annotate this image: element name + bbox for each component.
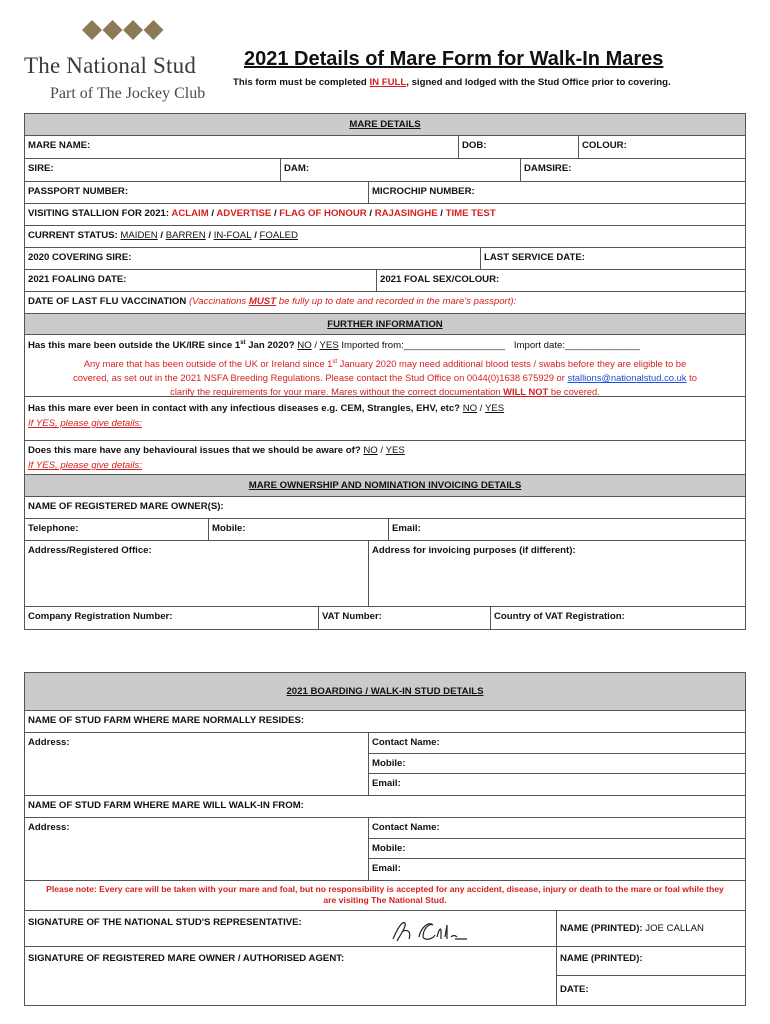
owner-name-date-group xyxy=(557,947,745,1005)
visiting-stallion-field: VISITING STALLION FOR 2021: ACLAIM / ADVERTISE / FLAG OF HONOUR / RAJASINGHE / TIME TEST xyxy=(28,208,496,219)
row-registration xyxy=(25,607,745,629)
notice-line-2 xyxy=(35,371,735,385)
outside-uk-block xyxy=(25,335,745,397)
owner-name-field[interactable] xyxy=(25,497,745,518)
last-service-date-label: LAST SERVICE DATE: xyxy=(484,252,585,263)
form-subtitle xyxy=(233,77,671,88)
mare-details-heading-text: MARE DETAILS xyxy=(349,119,421,130)
behaviour-no-option[interactable]: NO xyxy=(363,445,378,456)
behaviour-yes-option[interactable]: YES xyxy=(385,445,405,456)
row-owner-name xyxy=(25,497,745,519)
note-will-not: WILL NOT xyxy=(503,386,549,398)
row-covering-sire xyxy=(25,248,745,270)
stallion-option-aclaim[interactable]: ACLAIM xyxy=(171,208,209,219)
stallion-option-advertise[interactable]: ADVERTISE xyxy=(216,208,272,219)
resides-stud-field[interactable] xyxy=(25,711,745,732)
notice-line-1 xyxy=(35,355,735,371)
resides-contact-name-field[interactable] xyxy=(369,733,745,754)
walkin-contact-group xyxy=(369,818,745,880)
stallion-option-flag-of-honour[interactable]: FLAG OF HONOUR xyxy=(279,208,367,219)
foaling-date-label: 2021 FOALING DATE: xyxy=(28,274,127,285)
registered-address-label: Address/Registered Office: xyxy=(28,545,152,556)
microchip-field[interactable] xyxy=(369,182,745,203)
foaling-date-field[interactable] xyxy=(25,270,377,291)
behaviour-question: Does this mare have any behavioural issues that we should be aware of? NO / YES xyxy=(28,445,405,456)
logo-subtitle: Part of The Jockey Club xyxy=(50,85,206,102)
resides-stud-label: NAME OF STUD FARM WHERE MARE NORMALLY RESIDES: xyxy=(28,715,305,726)
form-title: 2021 Details of Mare Form for Walk-In Mares xyxy=(244,48,664,70)
resides-address-field[interactable] xyxy=(25,733,369,795)
subtitle-text: This form must be completed xyxy=(233,77,370,88)
infectious-yes-option[interactable]: YES xyxy=(484,403,505,414)
infectious-details-field[interactable] xyxy=(25,418,745,433)
current-status-label: CURRENT STATUS: xyxy=(28,230,118,241)
flu-vaccination-field[interactable] xyxy=(25,292,745,313)
walkin-stud-field[interactable] xyxy=(25,796,745,817)
resides-mobile-field[interactable] xyxy=(369,754,745,775)
microchip-label: MICROCHIP NUMBER: xyxy=(372,186,475,197)
owner-name-printed-field[interactable] xyxy=(557,947,745,976)
subtitle-text-end: , signed and lodged with the Stud Office prior to covering. xyxy=(406,77,671,88)
behaviour-details-field[interactable] xyxy=(25,460,745,475)
row-resides xyxy=(25,711,745,733)
boarding-form xyxy=(24,672,746,1006)
boarding-heading xyxy=(25,673,745,711)
row-current-status xyxy=(25,226,745,248)
walkin-stud-label: NAME OF STUD FARM WHERE MARE WILL WALK-IN FROM: xyxy=(28,800,304,811)
telephone-field[interactable] xyxy=(25,519,209,540)
vat-number-field[interactable] xyxy=(319,607,491,629)
logo-diamonds-icon xyxy=(82,20,164,40)
row-owner-signature xyxy=(25,947,745,1005)
subtitle-emphasis: IN FULL xyxy=(369,77,407,88)
infectious-disease-label: Has this mare ever been in contact with any infectious diseases e.g. CEM, Strangles, EHV, etc? xyxy=(28,403,461,414)
colour-label: COLOUR: xyxy=(582,140,627,151)
outside-uk-yes-option[interactable]: YES xyxy=(319,340,339,352)
row-walkin xyxy=(25,796,745,818)
resides-email-field[interactable] xyxy=(369,774,745,795)
invoice-address-field[interactable] xyxy=(369,541,745,606)
flu-vaccination-label: DATE OF LAST FLU VACCINATION xyxy=(28,296,187,307)
walkin-email-field[interactable] xyxy=(369,859,745,880)
imported-from-field[interactable]: Imported from:___________________ xyxy=(341,340,506,352)
q1-post: Jan 2020? xyxy=(245,340,295,352)
q1-pre: Has this mare been outside the UK/IRE since 1 xyxy=(28,340,241,352)
passport-field[interactable] xyxy=(25,182,369,203)
note-line1-sup: st xyxy=(332,359,338,366)
outside-uk-question: Has this mare been outside the UK/IRE since 1st Jan 2020? NO / YES Imported from:___________________ Import date:______________ xyxy=(28,340,640,352)
flu-note-post: be fully up to date and recorded in the mare's passport): xyxy=(276,296,517,307)
resides-contact-name-label: Contact Name: xyxy=(372,737,440,748)
outside-uk-label xyxy=(28,340,295,351)
infectious-disease-question: Has this mare ever been in contact with any infectious diseases e.g. CEM, Strangles, EHV, etc? NO / YES xyxy=(28,403,505,414)
row-sire-dam xyxy=(25,159,745,182)
mare-name-field[interactable] xyxy=(25,136,459,158)
infectious-no-option[interactable]: NO xyxy=(462,403,478,414)
row-passport-microchip xyxy=(25,182,745,204)
walkin-contact-name-field[interactable] xyxy=(369,818,745,839)
damsire-label: DAMSIRE: xyxy=(524,163,572,174)
telephone-label: Telephone: xyxy=(28,523,79,534)
mare-details-heading xyxy=(25,114,745,136)
note-line3-pre: clarify the requirements for your mare. Mares without the correct documentation xyxy=(170,386,504,398)
vat-number-label: VAT Number: xyxy=(322,611,382,622)
resides-contact-group xyxy=(369,733,745,795)
note-line3-post: be covered. xyxy=(548,386,600,398)
walkin-contact-name-label: Contact Name: xyxy=(372,822,440,833)
passport-label: PASSPORT NUMBER: xyxy=(28,186,129,197)
stud-office-email-link[interactable]: stallions@nationalstud.co.uk xyxy=(567,372,687,384)
liability-notice-text xyxy=(25,881,745,908)
covering-sire-field[interactable] xyxy=(25,248,481,269)
row-foaling xyxy=(25,270,745,292)
liability-notice xyxy=(25,881,745,911)
ownership-heading-text: MARE OWNERSHIP AND NOMINATION INVOICING DETAILS xyxy=(248,480,522,491)
note-line1-post: January 2020 may need additional blood tests / swabs before they are eligible to be xyxy=(337,358,687,370)
stallion-option-rajasinghe[interactable]: RAJASINGHE xyxy=(374,208,438,219)
row-resides-address xyxy=(25,733,745,796)
owner-signature-label: SIGNATURE OF REGISTERED MARE OWNER / AUTHORISED AGENT: xyxy=(28,953,345,964)
mare-name-label: MARE NAME: xyxy=(28,140,91,151)
resides-address-label: Address: xyxy=(28,737,70,748)
walkin-mobile-field[interactable] xyxy=(369,839,745,860)
date-field[interactable] xyxy=(557,976,745,1004)
note-line1-pre: Any mare that has been outside of the UK or Ireland since 1 xyxy=(83,358,333,370)
vat-country-label: Country of VAT Registration: xyxy=(494,611,625,622)
colour-field[interactable] xyxy=(579,136,745,158)
mobile-field[interactable] xyxy=(209,519,389,540)
ownership-heading xyxy=(25,475,745,497)
further-info-heading-text: FURTHER INFORMATION xyxy=(327,318,443,330)
infectious-details-label: If YES, please give details: xyxy=(28,418,142,429)
boarding-heading-text: 2021 BOARDING / WALK-IN STUD DETAILS xyxy=(286,686,484,697)
owner-name-label: NAME OF REGISTERED MARE OWNER(S): xyxy=(28,501,224,512)
walkin-email-label: Email: xyxy=(372,863,401,875)
note-line2-pre: covered, as set out in the 2021 NSFA Breeding Regulations. Please contact the Stud Office on 0044(0)1638 675929 or xyxy=(73,372,568,384)
email-label: Email: xyxy=(392,523,421,534)
status-option-in-foal[interactable]: IN-FOAL xyxy=(213,230,252,241)
behaviour-block xyxy=(25,441,745,475)
owner-signature-field[interactable] xyxy=(25,947,557,1005)
dob-field[interactable] xyxy=(459,136,579,158)
dam-field[interactable] xyxy=(281,159,521,181)
flu-vaccination-note xyxy=(189,296,516,307)
row-flu-vaccination xyxy=(25,292,745,314)
import-date-field[interactable]: Import date:______________ xyxy=(513,340,640,352)
sire-label: SIRE: xyxy=(28,163,54,174)
company-registration-label: Company Registration Number: xyxy=(28,611,173,622)
covering-sire-label: 2020 COVERING SIRE: xyxy=(28,252,132,263)
row-walkin-address xyxy=(25,818,745,881)
handwritten-signature-icon xyxy=(389,917,469,945)
walkin-address-label: Address: xyxy=(28,822,70,833)
dob-label: DOB: xyxy=(462,140,487,151)
further-info-heading xyxy=(25,314,745,335)
mare-details-form xyxy=(24,113,746,630)
foal-sex-colour-field[interactable] xyxy=(377,270,745,291)
vat-country-field[interactable] xyxy=(491,607,745,629)
liability-notice-line-2: are visiting The National Stud. xyxy=(323,895,447,905)
infectious-disease-block xyxy=(25,397,745,441)
form-header xyxy=(0,0,770,112)
row-rep-signature xyxy=(25,911,745,947)
date-label: DATE: xyxy=(560,984,589,995)
logo-name: The National Stud xyxy=(24,53,197,78)
current-status-field: CURRENT STATUS: MAIDEN / BARREN / IN-FOAL / FOALED xyxy=(28,230,298,241)
registered-address-field[interactable] xyxy=(25,541,369,606)
rep-signature-field[interactable] xyxy=(25,911,557,946)
company-registration-field[interactable] xyxy=(25,607,319,629)
liability-notice-line-1: Please note: Every care will be taken with your mare and foal, but no responsibility is accepted for any accident, disease, injury or death to the mare or foal while they xyxy=(46,884,724,894)
behaviour-label: Does this mare have any behavioural issues that we should be aware of? xyxy=(28,445,361,456)
status-option-barren[interactable]: BARREN xyxy=(165,230,206,241)
flu-note-pre: (Vaccinations xyxy=(188,296,249,307)
row-addresses xyxy=(25,541,745,607)
rep-signature-label: SIGNATURE OF THE NATIONAL STUD'S REPRESENTATIVE: xyxy=(28,917,302,928)
damsire-field[interactable] xyxy=(521,159,745,181)
flu-note-must: MUST xyxy=(248,296,277,307)
foal-sex-colour-label: 2021 FOAL SEX/COLOUR: xyxy=(380,274,500,285)
dam-label: DAM: xyxy=(284,163,310,174)
outside-uk-notice xyxy=(25,355,745,401)
outside-uk-no-option[interactable]: NO xyxy=(297,340,312,352)
visiting-stallion-label: VISITING STALLION FOR 2021: xyxy=(28,208,170,219)
status-option-maiden[interactable]: MAIDEN xyxy=(120,230,158,241)
owner-name-printed-label: NAME (PRINTED): xyxy=(560,953,643,964)
mobile-label: Mobile: xyxy=(212,523,246,534)
walkin-mobile-label: Mobile: xyxy=(372,842,406,854)
q1-sup: st xyxy=(240,340,246,346)
email-field[interactable] xyxy=(389,519,745,540)
rep-name-printed-field[interactable] xyxy=(557,911,745,946)
rep-name-printed-label: NAME (PRINTED): xyxy=(560,923,643,934)
invoice-address-label: Address for invoicing purposes (if different): xyxy=(372,545,576,556)
resides-email-label: Email: xyxy=(372,778,401,790)
sire-field[interactable] xyxy=(25,159,281,181)
walkin-address-field[interactable] xyxy=(25,818,369,880)
rep-name-value: JOE CALLAN xyxy=(645,923,704,934)
last-service-date-field[interactable] xyxy=(481,248,745,269)
row-contact xyxy=(25,519,745,541)
stallion-option-time-test[interactable]: TIME TEST xyxy=(445,208,496,219)
row-visiting-stallion xyxy=(25,204,745,226)
resides-mobile-label: Mobile: xyxy=(372,757,406,769)
status-option-foaled[interactable]: FOALED xyxy=(259,230,298,241)
note-line2-post: to xyxy=(686,372,697,384)
behaviour-details-label: If YES, please give details: xyxy=(28,460,142,471)
row-name-dob-colour xyxy=(25,136,745,159)
